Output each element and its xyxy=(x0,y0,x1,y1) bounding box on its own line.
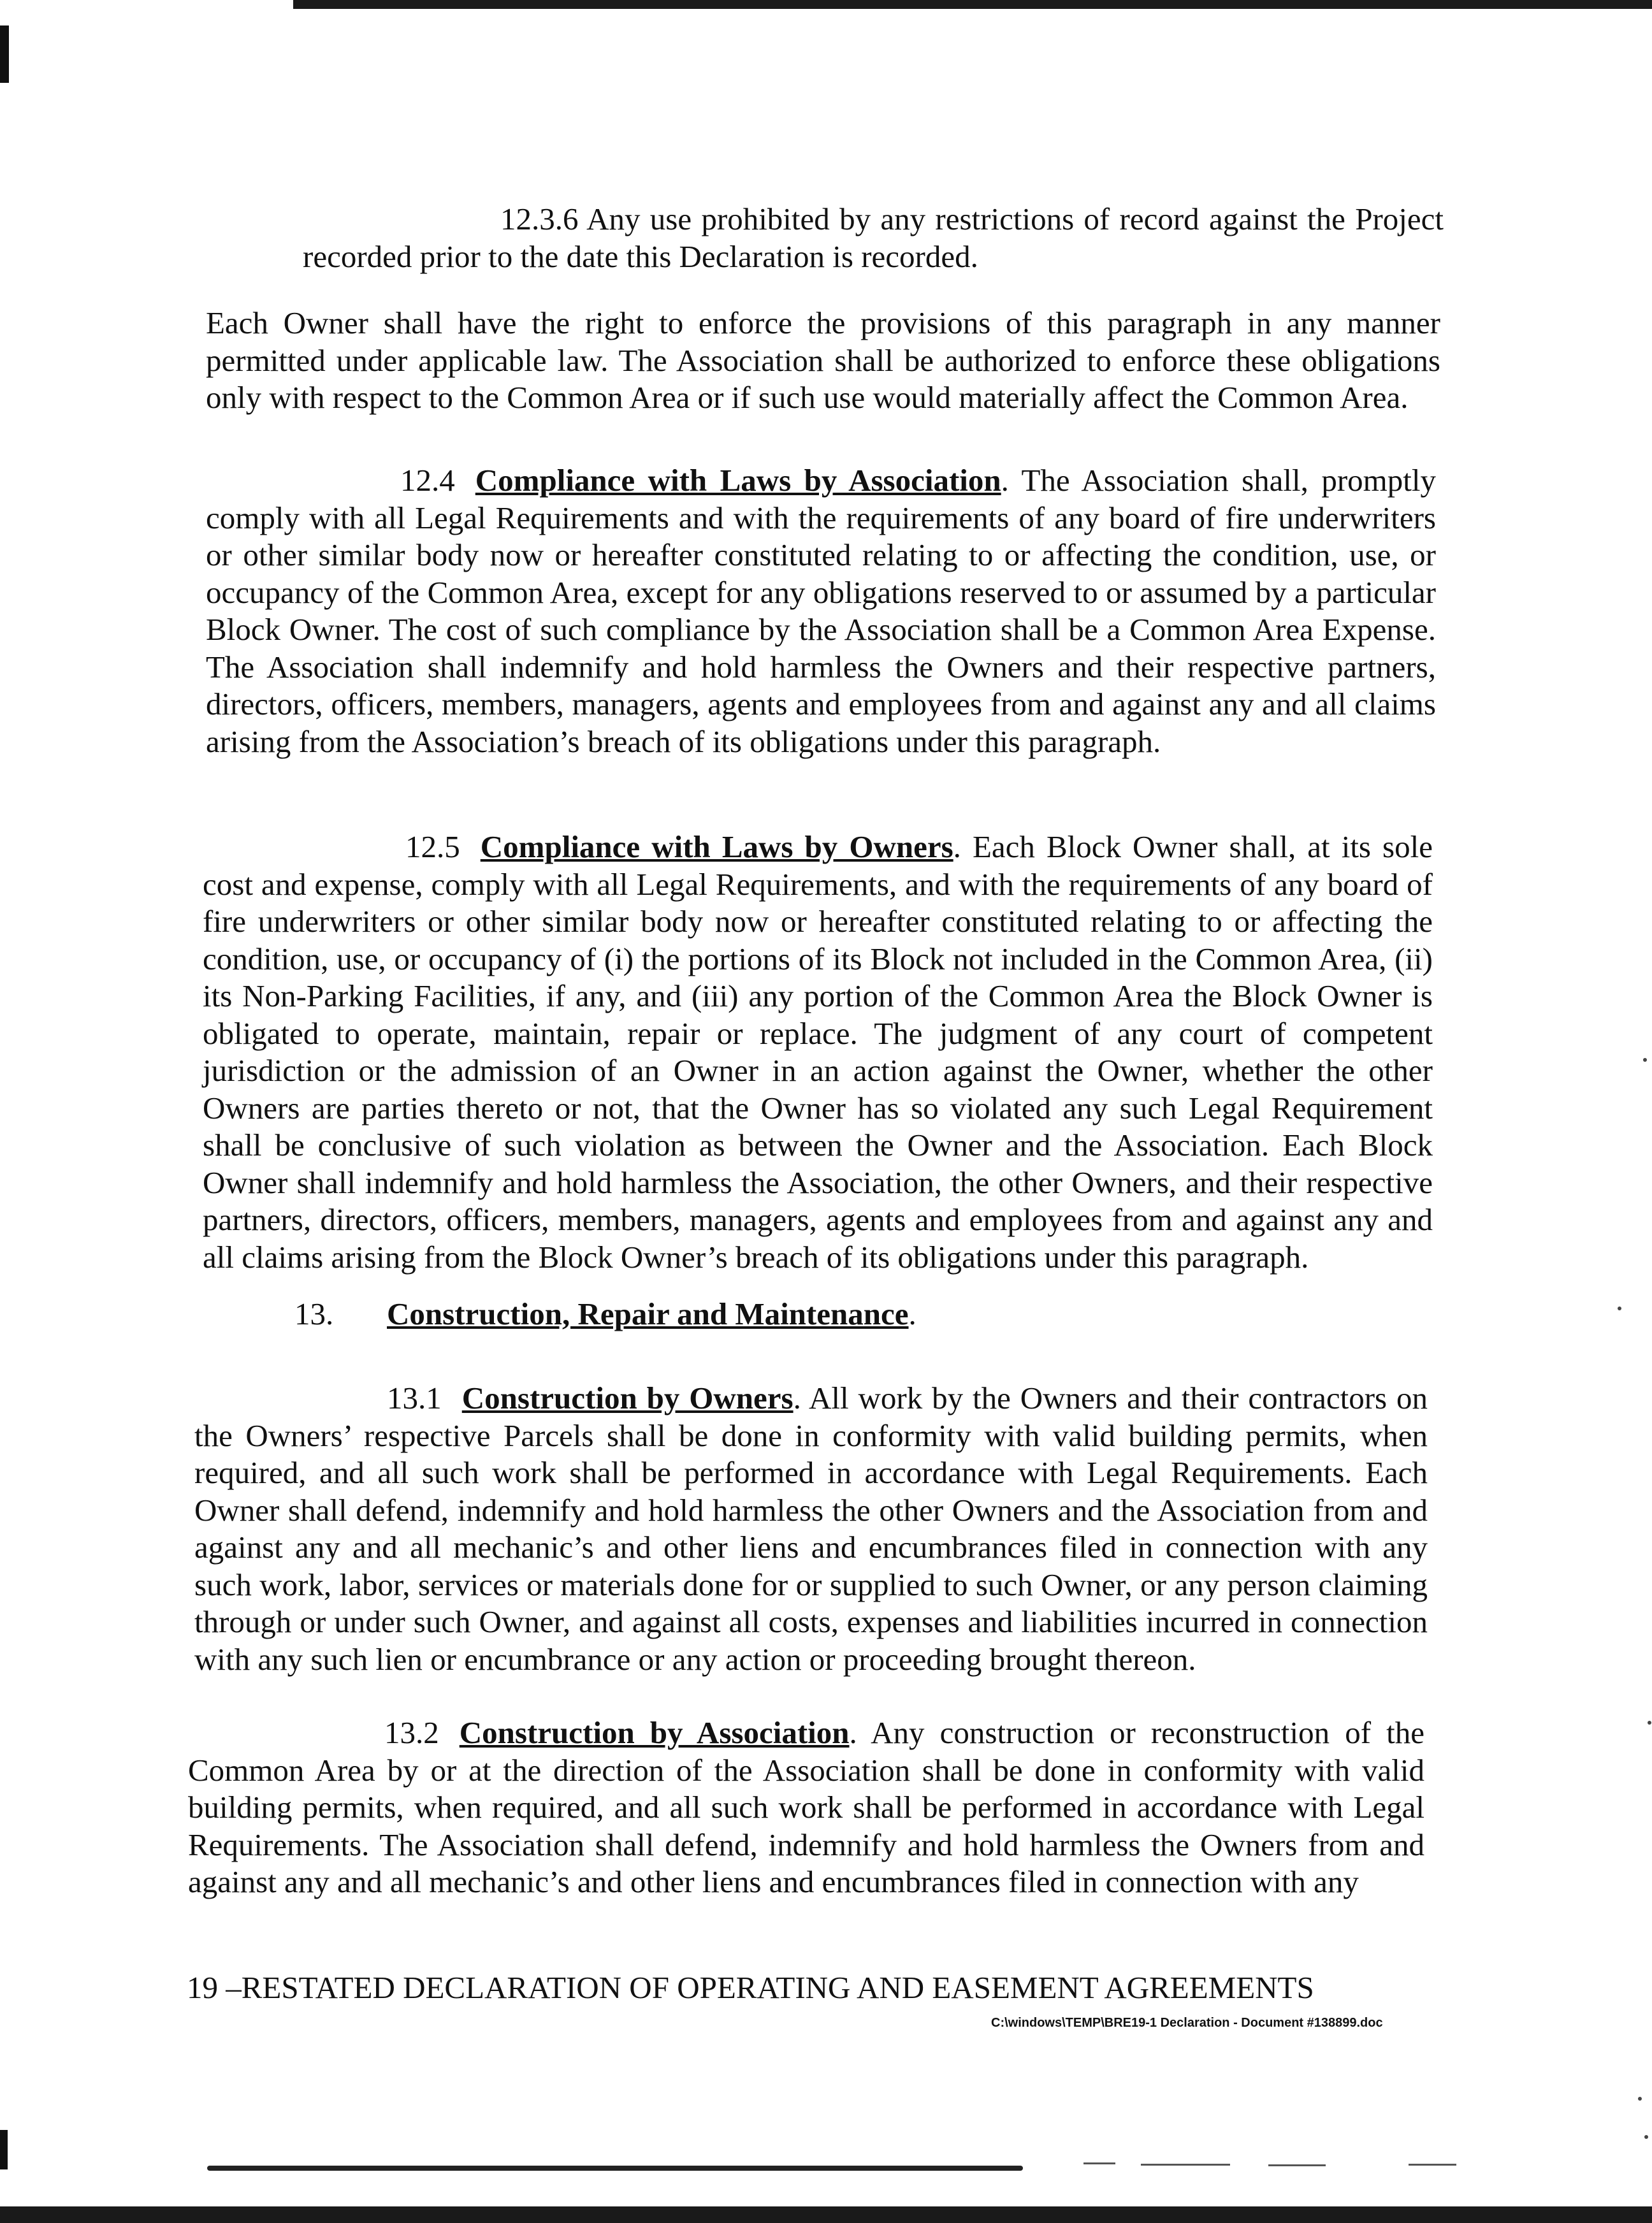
scan-bottom-rule xyxy=(207,2166,1023,2171)
section-title: Construction by Owners xyxy=(461,1380,793,1416)
section-number: 12.4 xyxy=(400,463,455,498)
scan-speck xyxy=(1648,1721,1651,1725)
section-body: . Any construction or reconstruction of the Common Area by or at the direction of the Association shall be done in conformity with valid building permits, when required, and all such work shall be performed in accordance with Legal Requirements. The Association shall defend, indemnify and hold harmless the Owners from and against any and all mechanic’s and other liens and encumbrances filed in connection with any xyxy=(188,1715,1424,1899)
scan-edge-bottom xyxy=(0,2206,1652,2223)
scan-dash xyxy=(1268,2164,1326,2166)
scan-edge-left xyxy=(0,25,9,83)
section-title: Compliance with Laws by Association xyxy=(475,463,1001,498)
section-title: Compliance with Laws by Owners xyxy=(480,829,953,864)
section-13-2 xyxy=(188,1714,1424,1901)
section-body: . The Association shall, promptly comply with all Legal Requirements and with the requirements of any board of fire underwriters or other similar body now or hereafter constituted relating to or affecting the condition, use, or occupancy of the Common Area, except for any obligations reserved to or assumed by a particular Block Owner. The cost of such compliance by the Association shall be a Common Area Expense. The Association shall indemnify and hold harmless the Owners and their respective partners, directors, officers, members, managers, agents and employees from and against any and all claims arising from the Association’s breach of its obligations under this paragraph. xyxy=(206,463,1436,759)
scan-edge-left-lower xyxy=(0,2130,8,2169)
section-13-heading xyxy=(294,1296,917,1333)
section-13-1 xyxy=(194,1380,1428,1678)
scan-speck xyxy=(1638,2097,1642,2101)
paragraph-12-3-6: 12.3.6 Any use prohibited by any restrictions of record against the Project recorded prior to the date this Declaration is recorded. xyxy=(303,201,1444,274)
paragraph-enforcement: Each Owner shall have the right to enforce the provisions of this paragraph in any manner permitted under applicable law. The Association shall be authorized to enforce these obligations only with respect to the Common Area or if such use would materially affect the Common Area. xyxy=(206,305,1440,415)
footer-title: 19 –RESTATED DECLARATION OF OPERATING AND EASEMENT AGREEMENTS xyxy=(187,1970,1314,2005)
scan-speck xyxy=(1644,2135,1648,2139)
section-number: 13.2 xyxy=(384,1715,439,1750)
scan-edge-fade xyxy=(0,0,293,9)
section-title: Construction, Repair and Maintenance xyxy=(387,1296,909,1331)
section-12-5 xyxy=(203,829,1433,1276)
section-number: 13.1 xyxy=(387,1380,442,1416)
scan-dash xyxy=(1409,2164,1456,2166)
scan-speck xyxy=(1643,1058,1647,1062)
section-title: Construction by Association xyxy=(459,1715,850,1750)
section-number: 13. xyxy=(294,1296,334,1331)
section-body: . Each Block Owner shall, at its sole cost and expense, comply with all Legal Requirements, and with the requirements of any board of fire underwriters or other similar body now or hereafter constituted relating to or affecting the condition, use, or occupancy of (i) the portions of its Block not included in the Common Area, (ii) its Non-Parking Facilities, if any, and (iii) any portion of the Common Area the Block Owner is obligated to operate, maintain, repair or replace. The judgment of any court of competent jurisdiction or the admission of an Owner in an action against the Owner, whether the other Owners are parties thereto or not, that the Owner has so violated any such Legal Requirement shall be conclusive of such violation as between the Owner and the Association. Each Block Owner shall indemnify and hold harmless the Association, the other Owners, and their respective partners, directors, officers, members, managers, agents and employees from and against any and all claims arising from the Block Owner’s breach of its obligations under this paragraph. xyxy=(203,829,1433,1275)
scan-dash xyxy=(1141,2164,1230,2166)
scan-dash xyxy=(1083,2162,1115,2164)
section-12-4 xyxy=(206,462,1436,760)
section-body: . All work by the Owners and their contractors on the Owners’ respective Parcels shall be done in conformity with valid building permits, when required, and all such work shall be performed in accordance with Legal Requirements. Each Owner shall defend, indemnify and hold harmless the other Owners and the Association from and against any and all mechanic’s and other liens and encumbrances filed in connection with any such work, labor, services or materials done for or supplied to such Owner, or any person claiming through or under such Owner, and against all costs, expenses and liabilities incurred in connection with any such lien or encumbrance or any action or proceeding brought thereon. xyxy=(194,1380,1428,1677)
scan-speck xyxy=(1618,1307,1621,1310)
section-title-tail: . xyxy=(908,1296,917,1331)
section-number: 12.5 xyxy=(405,829,460,864)
footer-file-path: C:\windows\TEMP\BRE19-1 Declaration - Document #138899.doc xyxy=(991,2016,1383,2030)
